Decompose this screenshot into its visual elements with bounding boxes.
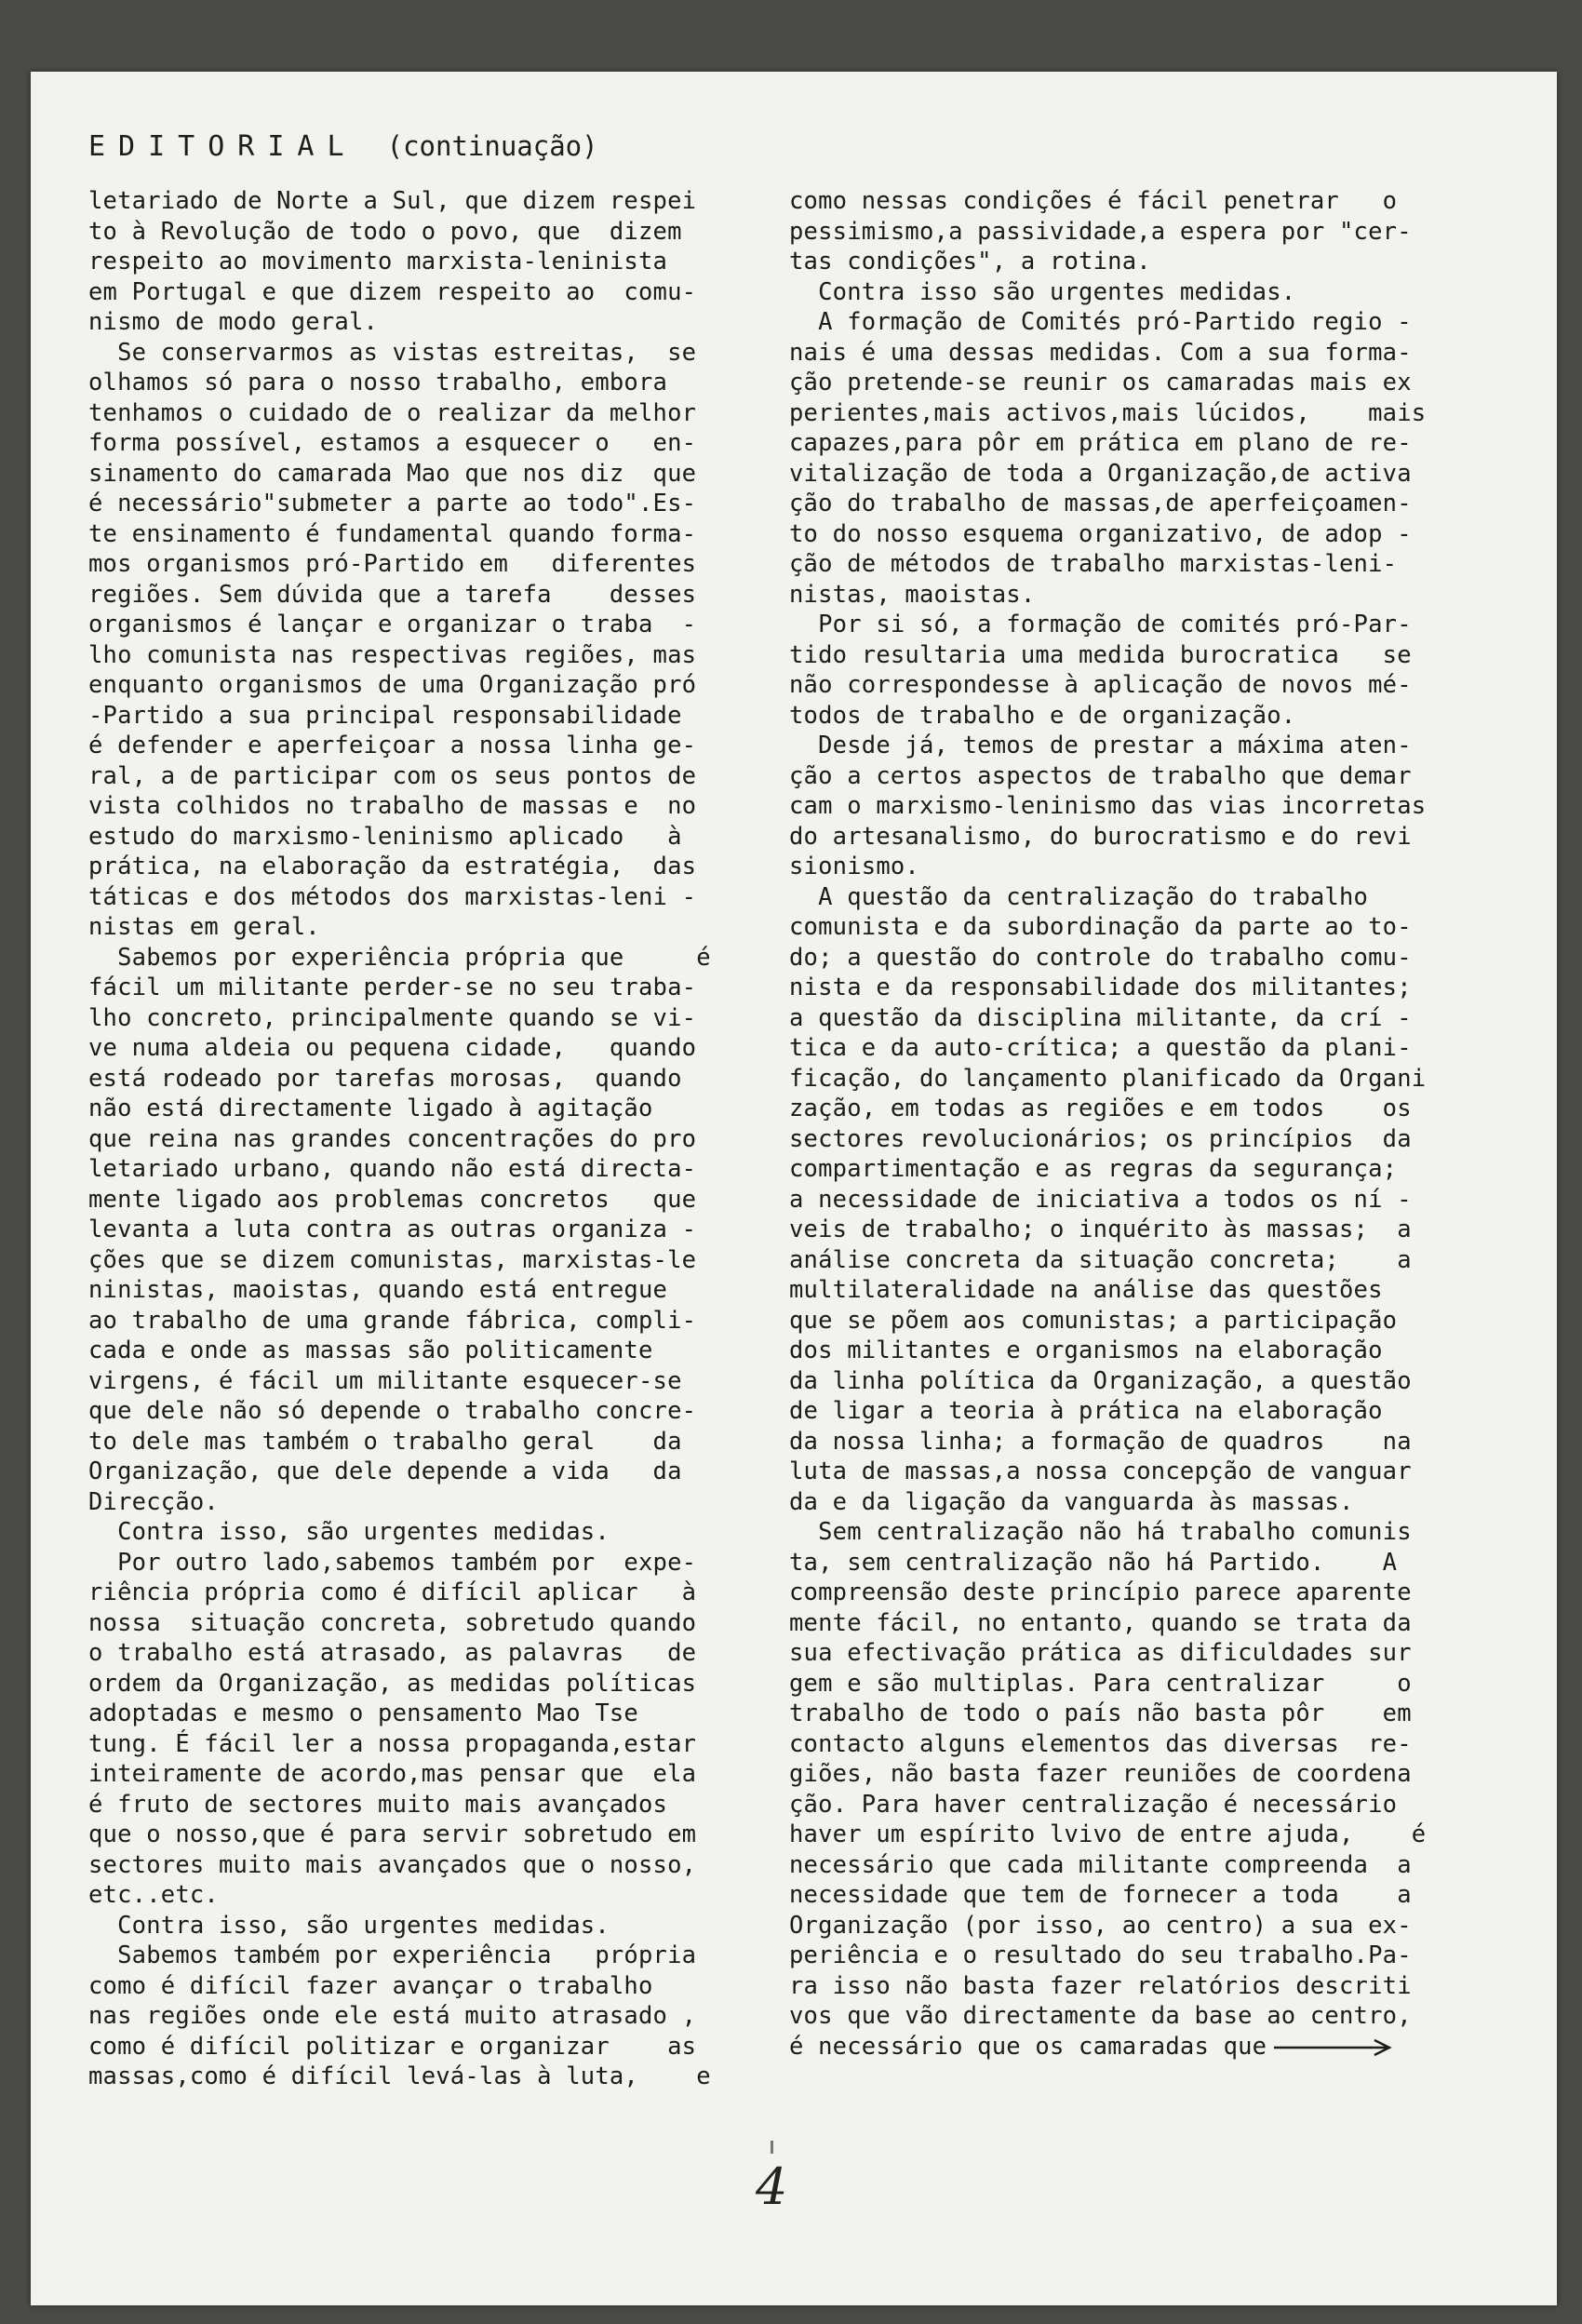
page-header (88, 130, 598, 163)
text-line: trabalho de todo o país não basta pôr em (789, 1699, 1412, 1727)
text-line: to do nosso esquema organizativo, de adop - (789, 519, 1412, 548)
text-line: ção a certos aspectos de trabalho que demar (789, 761, 1412, 790)
text-line: sua efectivação prática as dificuldades sur (789, 1639, 1412, 1667)
text-line: letariado urbano, quando não está directa- (88, 1155, 697, 1183)
text-line: Desde já, temos de prestar a máxima aten- (789, 732, 1412, 759)
text-line: ninistas, maoistas, quando está entregue (88, 1276, 668, 1304)
text-line: prática, na elaboração da estratégia, das (88, 853, 697, 880)
text-line: é necessário"submeter a parte ao todo".Es- (88, 490, 697, 517)
text-line: o trabalho está atrasado, as palavras de (88, 1639, 697, 1667)
text-line: nossa situação concreta, sobretudo quando (88, 1608, 697, 1637)
text-line: mente fácil, no entanto, quando se trata da (789, 1608, 1412, 1637)
text-line: compreensão deste princípio parece aparente (789, 1578, 1412, 1606)
text-line: olhamos só para o nosso trabalho, embora (88, 369, 668, 396)
text-line: do artesanalismo, do burocratismo e do revi (789, 822, 1412, 851)
page-number: 4 (756, 2157, 788, 2216)
text-line: ordem da Organização, as medidas políticas (88, 1669, 697, 1698)
text-line: A formação de Comités pró-Partido regio - (789, 308, 1412, 336)
text-line: tido resultaria uma medida burocratica se (789, 640, 1412, 669)
text-line: te ensinamento é fundamental quando forma- (88, 519, 697, 548)
text-line: tica e da auto-crítica; a questão da plani- (789, 1034, 1412, 1062)
text-line: lho comunista nas respectivas regiões, mas (88, 640, 697, 669)
text-line: haver um espírito lvivo de entre ajuda, é (789, 1820, 1427, 1848)
text-line: ção pretende-se reunir os camaradas mais ex (789, 369, 1412, 396)
text-line: vitalização de toda a Organização,de activa (789, 459, 1412, 488)
text-line: tung. É fácil ler a nossa propaganda,estar (88, 1729, 697, 1758)
text-line: da linha política da Organização, a questão (789, 1366, 1412, 1395)
text-line: periência e o resultado do seu trabalho.Pa- (789, 1941, 1412, 1969)
text-line: giões, não basta fazer reuniões de coordena (789, 1760, 1412, 1788)
text-line: A questão da centralização do trabalho (789, 882, 1369, 911)
text-line: compartimentação e as regras da segurança; (789, 1155, 1398, 1183)
text-line: que reina nas grandes concentrações do pro (88, 1124, 697, 1153)
text-line: nais é uma dessas medidas. Com a sua forma- (789, 338, 1412, 367)
text-line: contacto alguns elementos das diversas re- (789, 1729, 1412, 1758)
text-line: sinamento do camarada Mao que nos diz que (88, 459, 697, 488)
text-line: estudo do marxismo-leninismo aplicado à (88, 822, 682, 851)
text-line: levanta a luta contra as outras organiza - (88, 1216, 697, 1243)
text-line: multilateralidade na análise das questões (789, 1276, 1383, 1304)
text-line: tas condições", a rotina. (789, 248, 1151, 275)
text-line: to à Revolução de todo o povo, que dizem (88, 217, 682, 246)
text-line: sectores revolucionários; os princípios da (789, 1124, 1412, 1153)
text-line: Organização (por isso, ao centro) a sua ex- (789, 1911, 1412, 1940)
text-line: é fruto de sectores muito mais avançados (88, 1790, 668, 1819)
text-line: a questão da disciplina militante, da crí - (789, 1003, 1412, 1032)
text-line: Contra isso, são urgentes medidas. (88, 1911, 610, 1940)
text-line: da e da ligação da vanguarda às massas. (789, 1487, 1354, 1516)
text-line: pessimismo,a passividade,a espera por "cer- (789, 217, 1412, 246)
text-line: ral, a de participar com os seus pontos de (88, 761, 697, 790)
text-line: Organização, que dele depende a vida da (88, 1458, 682, 1485)
text-line: -Partido a sua principal responsabilidade (88, 701, 682, 730)
text-line: ve numa aldeia ou pequena cidade, quando (88, 1034, 697, 1062)
text-line: veis de trabalho; o inquérito às massas; a (789, 1216, 1412, 1243)
text-line: ficação, do lançamento planificado da Organi (789, 1064, 1427, 1093)
text-line: letariado de Norte a Sul, que dizem respei (88, 187, 697, 215)
text-line: ção. Para haver centralização é necessário (789, 1790, 1398, 1819)
text-line: mos organismos pró-Partido em diferentes (88, 550, 697, 578)
text-line: respeito ao movimento marxista-leninista (88, 248, 668, 275)
text-line: luta de massas,a nossa concepção de vanguar (789, 1458, 1412, 1485)
text-line: em Portugal e que dizem respeito ao comu- (88, 277, 697, 306)
text-line: Se conservarmos as vistas estreitas, se (88, 338, 697, 367)
text-line: nas regiões onde ele está muito atrasado , (88, 2002, 697, 2030)
text-line: que se põem aos comunistas; a participação (789, 1306, 1398, 1335)
text-line: como nessas condições é fácil penetrar o (789, 187, 1398, 215)
text-line: nismo de modo geral. (88, 308, 379, 336)
text-line: está rodeado por tarefas morosas, quando (88, 1064, 682, 1093)
editorial-title: EDITORIAL (88, 130, 357, 163)
right-text-column (789, 186, 1468, 2062)
text-line: não está directamente ligado à agitação (88, 1095, 653, 1122)
text-line: como é difícil politizar e organizar as (88, 2032, 697, 2061)
text-line: que dele não só depende o trabalho concre- (88, 1397, 697, 1425)
text-line: ta, sem centralização não há Partido. A (789, 1548, 1398, 1577)
text-line: sectores muito mais avançados que o nosso, (88, 1850, 697, 1879)
text-line: ao trabalho de uma grande fábrica, compli- (88, 1306, 697, 1335)
text-line: de ligar a teoria à prática na elaboração (789, 1397, 1383, 1425)
text-line: necessário que cada militante compreenda a (789, 1850, 1412, 1879)
text-line: todos de trabalho e de organização. (789, 701, 1296, 730)
text-line: é necessário que os camaradas que (789, 2032, 1267, 2061)
text-line: ção do trabalho de massas,de aperfeiçoamen- (789, 490, 1412, 517)
text-line: Por outro lado,sabemos também por expe- (88, 1548, 697, 1577)
text-line: adoptadas e mesmo o pensamento Mao Tse (88, 1699, 638, 1727)
text-line: comunista e da subordinação da parte ao to- (789, 913, 1412, 941)
text-line: nista e da responsabilidade dos militantes; (789, 974, 1412, 1001)
text-line: forma possível, estamos a esquecer o en- (88, 429, 697, 457)
text-line: necessidade que tem de fornecer a toda a (789, 1881, 1412, 1909)
text-line: nistas em geral. (88, 913, 320, 941)
text-line: Direcção. (88, 1487, 219, 1516)
text-line: massas,como é difícil levá-las à luta, e (88, 2062, 711, 2090)
text-line: inteiramente de acordo,mas pensar que ela (88, 1760, 697, 1788)
page-mark (771, 2141, 773, 2154)
text-line: etc..etc. (88, 1881, 219, 1909)
left-text-column (88, 186, 740, 2092)
continue-arrow-icon (1267, 2036, 1397, 2059)
text-line: Sabemos por experiência própria que é (88, 943, 711, 972)
text-line: ções que se dizem comunistas, marxistas-le (88, 1245, 697, 1274)
text-line: to dele mas também o trabalho geral da (88, 1427, 682, 1456)
text-line: vos que vão directamente da base ao centro, (789, 2002, 1412, 2030)
text-line: sionismo. (789, 853, 919, 880)
text-line: cam o marxismo-leninismo das vias incorretas (789, 792, 1427, 820)
text-line: organismos é lançar e organizar o traba - (88, 611, 697, 638)
text-line: regiões. Sem dúvida que a tarefa desses (88, 580, 697, 609)
text-line: nistas, maoistas. (789, 580, 1036, 609)
text-line: Sabemos também por experiência própria (88, 1941, 697, 1969)
text-line: que o nosso,que é para servir sobretudo em (88, 1820, 697, 1848)
text-line: ção de métodos de trabalho marxistas-leni- (789, 550, 1398, 578)
text-line: a necessidade de iniciativa a todos os ní - (789, 1185, 1412, 1214)
text-line: cada e onde as massas são politicamente (88, 1337, 653, 1364)
text-line: Sem centralização não há trabalho comunis (789, 1518, 1412, 1546)
text-line: tenhamos o cuidado de o realizar da melhor (88, 398, 697, 427)
text-line: Por si só, a formação de comités pró-Par- (789, 611, 1412, 638)
text-line: táticas e dos métodos dos marxistas-leni - (88, 882, 697, 911)
text-line: riência própria como é difícil aplicar à (88, 1578, 697, 1606)
text-line: Contra isso, são urgentes medidas. (88, 1518, 610, 1546)
text-line: Contra isso são urgentes medidas. (789, 277, 1296, 306)
text-line: como é difícil fazer avançar o trabalho (88, 1971, 653, 2000)
text-line: perientes,mais activos,mais lúcidos, mais (789, 398, 1427, 427)
last-line-with-arrow (789, 2032, 1468, 2062)
text-line: ra isso não basta fazer relatórios descriti (789, 1971, 1412, 2000)
text-line: fácil um militante perder-se no seu traba- (88, 974, 697, 1001)
text-line: análise concreta da situação concreta; a (789, 1245, 1412, 1274)
text-line: é defender e aperfeiçoar a nossa linha ge- (88, 732, 697, 759)
text-line: enquanto organismos de uma Organização pró (88, 671, 697, 699)
text-line: da nossa linha; a formação de quadros na (789, 1427, 1412, 1456)
text-line: zação, em todas as regiões e em todos os (789, 1095, 1412, 1122)
text-line: não correspondesse à aplicação de novos mé- (789, 671, 1412, 699)
text-line: lho concreto, principalmente quando se vi- (88, 1003, 697, 1032)
text-line: dos militantes e organismos na elaboração (789, 1337, 1383, 1364)
text-line: virgens, é fácil um militante esquecer-se (88, 1366, 682, 1395)
text-line: do; a questão do controle do trabalho comu- (789, 943, 1412, 972)
text-line: mente ligado aos problemas concretos que (88, 1185, 697, 1214)
text-line: vista colhidos no trabalho de massas e no (88, 792, 697, 820)
text-line: capazes,para pôr em prática em plano de re- (789, 429, 1412, 457)
continuation-label: (continuação) (386, 130, 598, 162)
text-line: gem e são multiplas. Para centralizar o (789, 1669, 1412, 1698)
